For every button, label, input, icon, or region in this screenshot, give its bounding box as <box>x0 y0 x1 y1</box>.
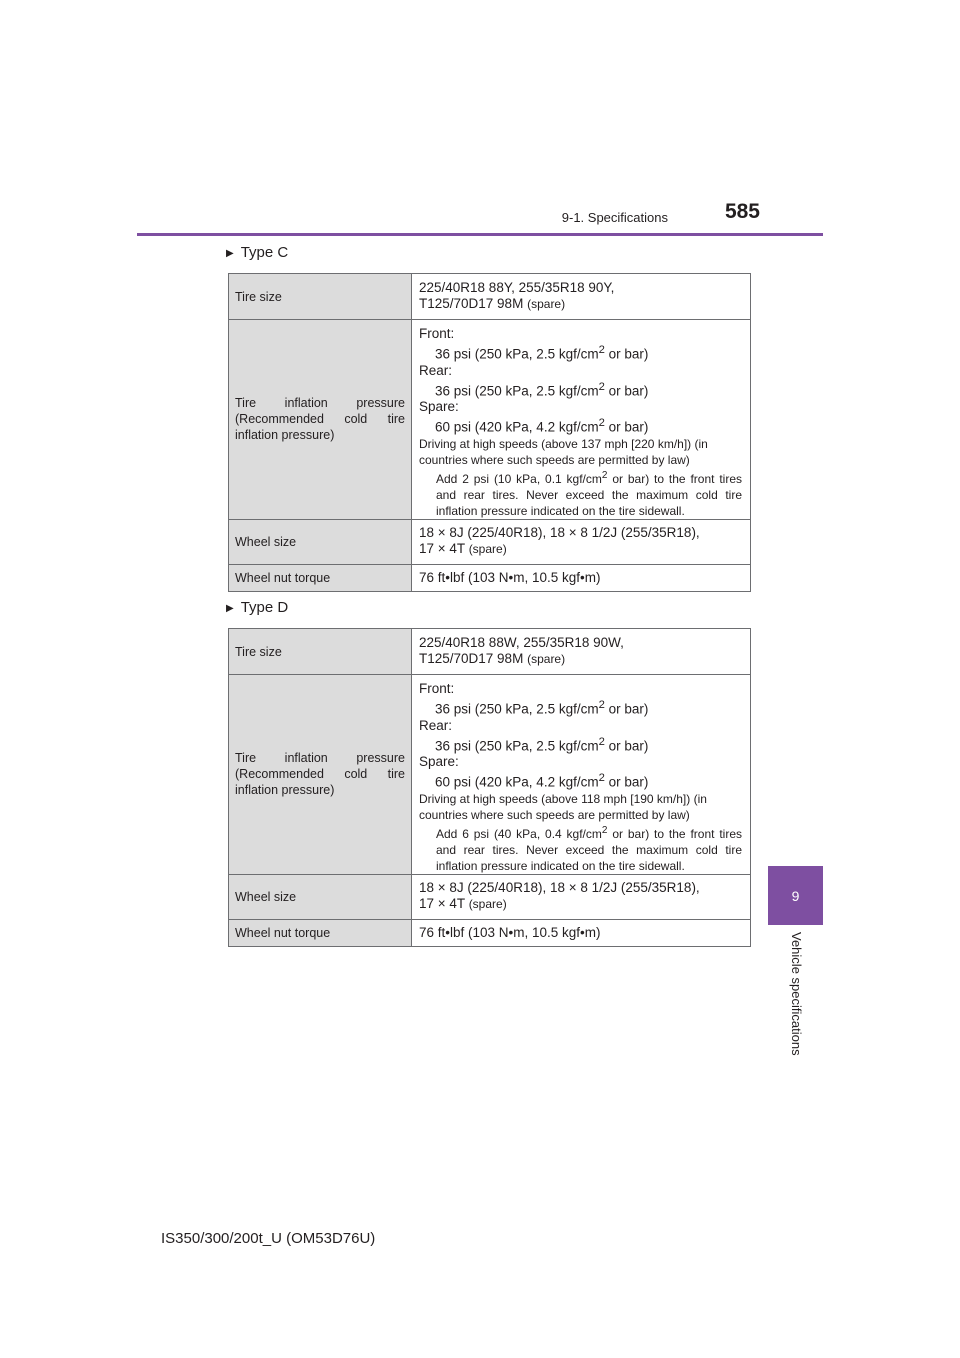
tire-size-label: Tire size <box>229 629 412 675</box>
wheel-nut-torque-value: 76 ft•lbf (103 N•m, 10.5 kgf•m) <box>412 919 751 946</box>
type-d-heading-text: Type D <box>240 599 289 616</box>
header-divider <box>137 233 823 236</box>
table-row <box>229 519 751 564</box>
chapter-tab <box>768 866 823 925</box>
model-code-footer: IS350/300/200t_U (OM53D76U) <box>161 1230 376 1247</box>
tire-pressure-value: Front: 36 psi (250 kPa, 2.5 kgf/$cm^2$ or bar) Rear: 36 psi (250 kPa, 2.5 kgf/$cm^2$ or bar) Spare: 60 psi (420 kPa, 4.2 kgf/$cm^2$ or bar) Driving at high speeds (above 137 mph [220 km/h]) (in countries where such speeds are permitted by law) Add 2 psi (10 kPa, 0.1 kgf/$cm^2$ or bar) to the front tires and rear tires. Never exceed the maximum cold tire inflation pressure indicated on the tire sidewall. <box>412 320 751 520</box>
tire-size-value: 225/40R18 88W, 255/35R18 90W, T125/70D17 98M (spare) <box>412 629 751 675</box>
wheel-nut-torque-label: Wheel nut torque <box>229 564 412 591</box>
tire-pressure-label: Tire inflation pressure (Recommended cold tire inflation pressure) <box>229 675 412 875</box>
table-row <box>229 675 751 875</box>
table-row <box>229 564 751 591</box>
chapter-number: 9 <box>791 887 800 904</box>
wheel-size-value: 18 × 8J (225/40R18), 18 × 8 1/2J (255/35R18), 17 × 4T (spare) <box>412 874 751 919</box>
tire-pressure-value: Front: 36 psi (250 kPa, 2.5 kgf/$cm^2$ or bar) Rear: 36 psi (250 kPa, 2.5 kgf/$cm^2$ or bar) Spare: 60 psi (420 kPa, 4.2 kgf/$cm^2$ or bar) Driving at high speeds (above 118 mph [190 km/h]) (in countries where such speeds are permitted by law) Add 6 psi (40 kPa, 0.4 kgf/$cm^2$ or bar) to the front tires and rear tires. Never exceed the maximum cold tire inflation pressure indicated on the tire sidewall. <box>412 675 751 875</box>
chapter-title: Vehicle specifications <box>789 932 804 1056</box>
section-title: 9-1. Specifications <box>561 210 668 225</box>
wheel-size-label: Wheel size <box>229 519 412 564</box>
table-row <box>229 874 751 919</box>
tire-pressure-label: Tire inflation pressure (Recommended cold tire inflation pressure) <box>229 320 412 520</box>
type-c-heading-text: Type C <box>240 244 289 261</box>
wheel-size-label: Wheel size <box>229 874 412 919</box>
wheel-nut-torque-label: Wheel nut torque <box>229 919 412 946</box>
type-d-heading <box>226 599 288 616</box>
table-row <box>229 320 751 520</box>
table-row <box>229 919 751 946</box>
triangle-right-icon: ▶ <box>226 248 234 259</box>
triangle-right-icon: ▶ <box>226 603 234 614</box>
type-d-spec-table <box>228 628 751 947</box>
type-c-spec-table <box>228 273 751 592</box>
table-row <box>229 274 751 320</box>
table-row <box>229 629 751 675</box>
type-c-heading <box>226 244 288 261</box>
wheel-size-value: 18 × 8J (225/40R18), 18 × 8 1/2J (255/35R18), 17 × 4T (spare) <box>412 519 751 564</box>
page-number: 585 <box>724 200 760 223</box>
tire-size-label: Tire size <box>229 274 412 320</box>
wheel-nut-torque-value: 76 ft•lbf (103 N•m, 10.5 kgf•m) <box>412 564 751 591</box>
tire-size-value: 225/40R18 88Y, 255/35R18 90Y, T125/70D17 98M (spare) <box>412 274 751 320</box>
